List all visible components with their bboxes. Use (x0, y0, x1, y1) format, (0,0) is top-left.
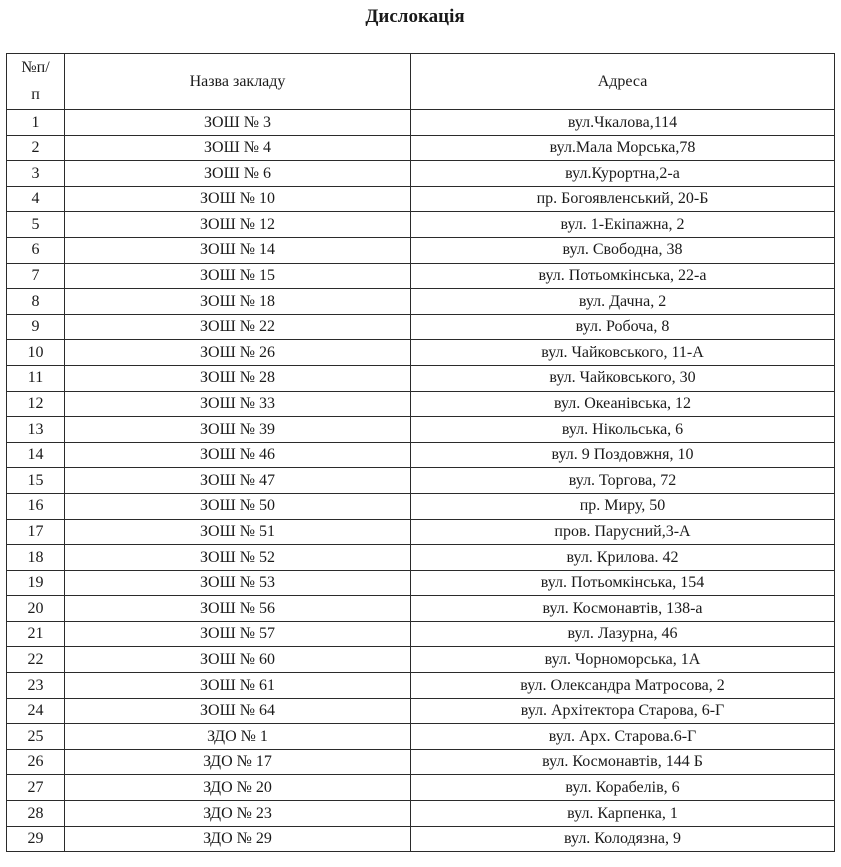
institution-name-cell: ЗОШ № 12 (65, 212, 411, 238)
table-row (7, 263, 835, 289)
institution-name-cell: ЗОШ № 3 (65, 110, 411, 136)
row-number-cell: 19 (7, 570, 65, 596)
header-number-line2: п (31, 85, 40, 103)
row-number-cell: 9 (7, 314, 65, 340)
table-row (7, 621, 835, 647)
row-number-cell: 5 (7, 212, 65, 238)
address-cell: пров. Парусний,3-А (411, 519, 835, 545)
institution-name-cell: ЗДО № 17 (65, 749, 411, 775)
table-row (7, 110, 835, 136)
address-cell: вул. Потьомкінська, 154 (411, 570, 835, 596)
table-row (7, 673, 835, 699)
table-row (7, 647, 835, 673)
table-row (7, 801, 835, 827)
institution-name-cell: ЗОШ № 47 (65, 468, 411, 494)
table-row (7, 314, 835, 340)
table-row (7, 724, 835, 750)
address-cell: вул. Крилова. 42 (411, 545, 835, 571)
institution-name-cell: ЗОШ № 61 (65, 673, 411, 699)
address-cell: вул. Арх. Старова.6-Г (411, 724, 835, 750)
row-number-cell: 14 (7, 442, 65, 468)
institution-name-cell: ЗДО № 23 (65, 801, 411, 827)
address-cell: вул. 1-Екіпажна, 2 (411, 212, 835, 238)
institution-name-cell: ЗОШ № 28 (65, 365, 411, 391)
table-row (7, 468, 835, 494)
address-cell: вул. Чайковського, 30 (411, 365, 835, 391)
institution-name-cell: ЗОШ № 4 (65, 135, 411, 161)
table-row (7, 161, 835, 187)
row-number-cell: 27 (7, 775, 65, 801)
address-cell: вул. Архітектора Старова, 6-Г (411, 698, 835, 724)
institution-name-cell: ЗОШ № 60 (65, 647, 411, 673)
address-cell: вул. Чайковського, 11-А (411, 340, 835, 366)
address-cell: вул. Свободна, 38 (411, 237, 835, 263)
address-cell: пр. Богоявленський, 20-Б (411, 186, 835, 212)
institution-name-cell: ЗОШ № 10 (65, 186, 411, 212)
row-number-cell: 1 (7, 110, 65, 136)
institution-name-cell: ЗОШ № 6 (65, 161, 411, 187)
institution-name-cell: ЗОШ № 39 (65, 417, 411, 443)
row-number-cell: 11 (7, 365, 65, 391)
table-row (7, 775, 835, 801)
institution-name-cell: ЗОШ № 46 (65, 442, 411, 468)
address-cell: вул. 9 Поздовжня, 10 (411, 442, 835, 468)
institution-name-cell: ЗОШ № 50 (65, 493, 411, 519)
row-number-cell: 7 (7, 263, 65, 289)
institution-name-cell: ЗОШ № 64 (65, 698, 411, 724)
row-number-cell: 6 (7, 237, 65, 263)
table-row (7, 493, 835, 519)
table-row (7, 212, 835, 238)
row-number-cell: 25 (7, 724, 65, 750)
table-row (7, 826, 835, 852)
row-number-cell: 13 (7, 417, 65, 443)
row-number-cell: 20 (7, 596, 65, 622)
address-cell: вул. Океанівська, 12 (411, 391, 835, 417)
address-cell: вул. Олександра Матросова, 2 (411, 673, 835, 699)
row-number-cell: 23 (7, 673, 65, 699)
page-title: Дислокація (365, 6, 465, 27)
table-row (7, 519, 835, 545)
address-cell: вул. Чорноморська, 1А (411, 647, 835, 673)
header-row (7, 54, 835, 110)
table-row (7, 749, 835, 775)
row-number-cell: 2 (7, 135, 65, 161)
header-number (7, 54, 65, 110)
institution-name-cell: ЗОШ № 51 (65, 519, 411, 545)
address-cell: вул. Потьомкінська, 22-а (411, 263, 835, 289)
address-cell: вул. Нікольська, 6 (411, 417, 835, 443)
institution-name-cell: ЗОШ № 52 (65, 545, 411, 571)
table-row (7, 545, 835, 571)
institution-name-cell: ЗОШ № 56 (65, 596, 411, 622)
row-number-cell: 26 (7, 749, 65, 775)
address-cell: вул.Мала Морська,78 (411, 135, 835, 161)
address-cell: вул. Корабелів, 6 (411, 775, 835, 801)
row-number-cell: 15 (7, 468, 65, 494)
institution-name-cell: ЗОШ № 57 (65, 621, 411, 647)
institution-name-cell: ЗОШ № 53 (65, 570, 411, 596)
address-cell: вул. Лазурна, 46 (411, 621, 835, 647)
address-cell: пр. Миру, 50 (411, 493, 835, 519)
row-number-cell: 28 (7, 801, 65, 827)
header-number-line1: №п/ (21, 59, 50, 77)
row-number-cell: 17 (7, 519, 65, 545)
table-row (7, 340, 835, 366)
table-row (7, 596, 835, 622)
header-name: Назва закладу (65, 54, 411, 110)
table-row (7, 289, 835, 315)
address-cell: вул.Курортна,2-а (411, 161, 835, 187)
institution-name-cell: ЗОШ № 33 (65, 391, 411, 417)
address-cell: вул. Колодязна, 9 (411, 826, 835, 852)
address-cell: вул. Робоча, 8 (411, 314, 835, 340)
row-number-cell: 22 (7, 647, 65, 673)
table-row (7, 570, 835, 596)
table-row (7, 442, 835, 468)
address-cell: вул. Карпенка, 1 (411, 801, 835, 827)
address-cell: вул. Космонавтів, 144 Б (411, 749, 835, 775)
row-number-cell: 21 (7, 621, 65, 647)
institution-name-cell: ЗОШ № 14 (65, 237, 411, 263)
institution-name-cell: ЗОШ № 18 (65, 289, 411, 315)
table-row (7, 698, 835, 724)
institution-name-cell: ЗДО № 20 (65, 775, 411, 801)
row-number-cell: 12 (7, 391, 65, 417)
institution-name-cell: ЗДО № 29 (65, 826, 411, 852)
address-cell: вул. Торгова, 72 (411, 468, 835, 494)
table-row (7, 186, 835, 212)
row-number-cell: 16 (7, 493, 65, 519)
address-cell: вул. Космонавтів, 138-а (411, 596, 835, 622)
table-row (7, 135, 835, 161)
table-row (7, 391, 835, 417)
header-address: Адреса (411, 54, 835, 110)
address-cell: вул. Дачна, 2 (411, 289, 835, 315)
row-number-cell: 18 (7, 545, 65, 571)
table-row (7, 365, 835, 391)
row-number-cell: 10 (7, 340, 65, 366)
row-number-cell: 3 (7, 161, 65, 187)
institution-name-cell: ЗОШ № 22 (65, 314, 411, 340)
institution-name-cell: ЗОШ № 26 (65, 340, 411, 366)
row-number-cell: 24 (7, 698, 65, 724)
institution-name-cell: ЗОШ № 15 (65, 263, 411, 289)
row-number-cell: 4 (7, 186, 65, 212)
row-number-cell: 8 (7, 289, 65, 315)
dislocation-table (6, 53, 835, 852)
table-row (7, 417, 835, 443)
row-number-cell: 29 (7, 826, 65, 852)
address-cell: вул.Чкалова,114 (411, 110, 835, 136)
table-row (7, 237, 835, 263)
institution-name-cell: ЗДО № 1 (65, 724, 411, 750)
